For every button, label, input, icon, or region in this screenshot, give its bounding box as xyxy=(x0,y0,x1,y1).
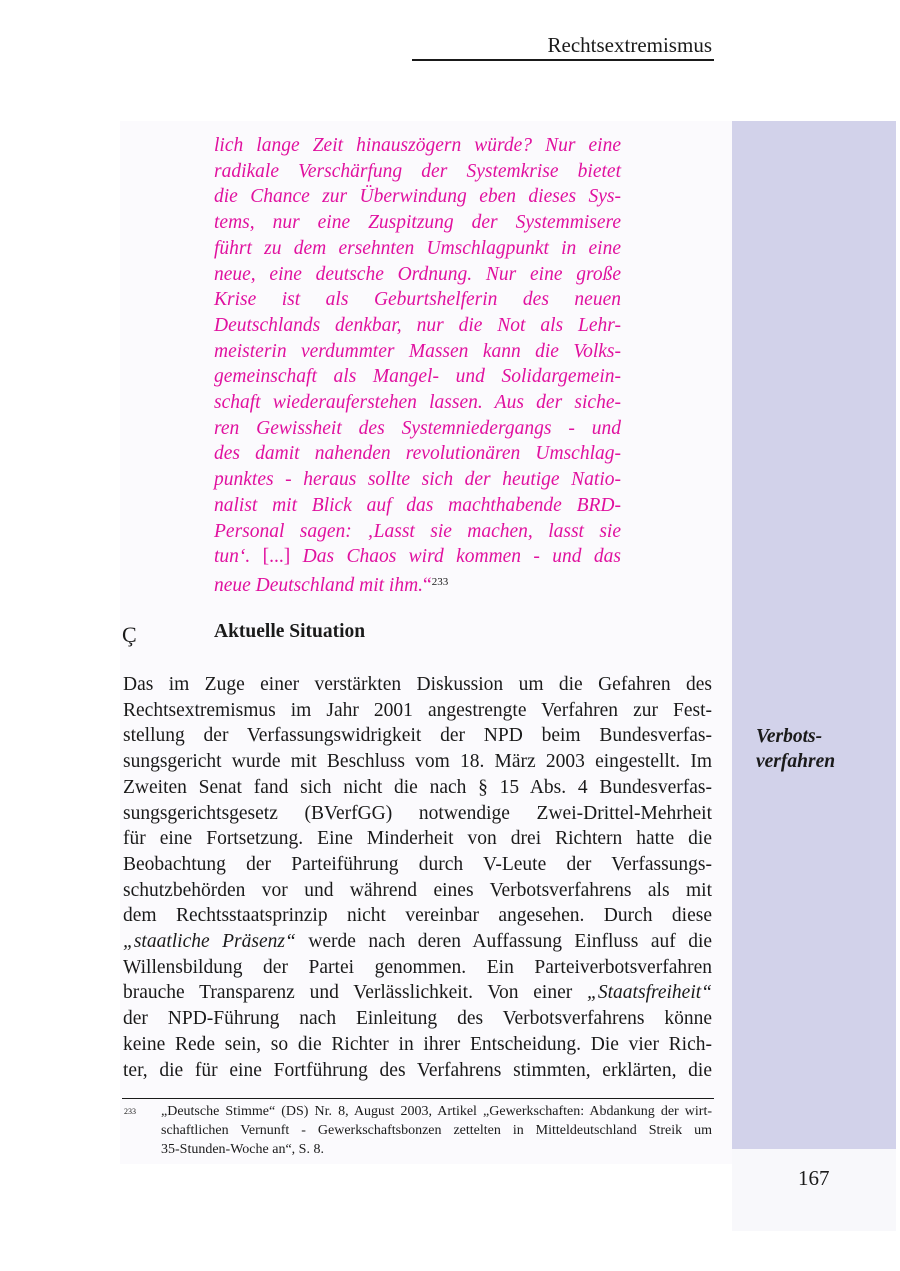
quote-line: punktes - heraus sollte sich der heutige Natio- xyxy=(214,469,621,491)
header-rule xyxy=(412,59,714,61)
section-marker-icon: Ç xyxy=(122,622,137,647)
footnote xyxy=(122,1102,712,1159)
quote-line: ren Gewissheit des Systemniedergangs - und xyxy=(214,417,621,439)
body-fragment: brauche Transparenz und Verlässlichkeit. Von einer xyxy=(123,982,573,1004)
body-line: Das im Zuge einer verstärkten Diskussion um die Gefahren des xyxy=(123,674,712,695)
footnote-line: 35-Stunden-Woche an“, S. 8. xyxy=(161,1142,324,1157)
block-quote xyxy=(214,133,621,599)
body-line: dem Rechtsstaatsprinzip nicht vereinbar angesehen. Durch diese xyxy=(123,905,712,927)
body-line: Zweiten Senat fand sich nicht die nach § 15 Abs. 4 Bundesverfas- xyxy=(123,776,712,798)
footnote-number: 233 xyxy=(124,1107,136,1116)
section-heading: Aktuelle Situation xyxy=(214,621,366,642)
body-line: Beobachtung der Parteiführung durch V-Leute der Verfassungs- xyxy=(123,853,712,875)
running-header-title: Rechtsextremismus xyxy=(547,33,712,57)
body-fragment: werde nach deren Auffassung Einfluss auf die xyxy=(308,931,713,953)
footnote-line: „Deutsche Stimme“ (DS) Nr. 8, August 2003, Artikel „Gewerkschaften: Abdankung der wirt- xyxy=(161,1104,712,1119)
quote-line xyxy=(214,544,621,570)
quote-line xyxy=(214,570,621,599)
quote-line: nalist mit Blick auf das machthabende BRD- xyxy=(214,494,621,516)
body-line: für eine Fortsetzung. Eine Minderheit von drei Richtern hatte die xyxy=(123,828,712,850)
margin-note-line: Verbots- xyxy=(756,726,823,747)
quote-line: lich lange Zeit hinauszögern würde? Nur eine xyxy=(214,135,621,156)
quote-ellipsis: [...] xyxy=(262,546,291,568)
closing-quote-mark: “ xyxy=(423,574,432,596)
footnote-line: schaftlichen Vernunft - Gewerkschaftsbonzen zettelten in Mitteldeutschland Streik um xyxy=(161,1123,712,1138)
body-line: sungsgerichtsgesetz (BVerfGG) notwendige Zwei-Drittel-Mehrheit xyxy=(123,802,712,824)
body-line: Willensbildung der Partei genommen. Ein Parteiverbotsverfahren xyxy=(123,956,712,978)
footnote-rule xyxy=(122,1098,714,1099)
body-paragraph xyxy=(123,672,712,1083)
body-line: Rechtsextremismus im Jahr 2001 angestrengte Verfahren zur Fest- xyxy=(123,699,712,721)
margin-note xyxy=(756,724,835,774)
quote-line: Krise ist als Geburtshelferin des neuen xyxy=(214,289,621,311)
page-number: 167 xyxy=(798,1166,830,1190)
quote-fragment: Das Chaos wird kommen - und das xyxy=(302,546,621,568)
body-line: keine Rede sein, so die Richter in ihrer Entscheidung. Die vier Rich- xyxy=(123,1033,712,1055)
body-line: ter, die für eine Fortführung des Verfahrens stimmten, erklärten, die xyxy=(123,1059,712,1081)
body-line: sungsgericht wurde mit Beschluss vom 18. März 2003 eingestellt. Im xyxy=(123,751,712,773)
emphasis-staatsfreiheit: „Staatsfreiheit“ xyxy=(587,982,713,1004)
body-line xyxy=(123,929,712,955)
margin-sidebar xyxy=(732,121,896,1149)
footnote-text xyxy=(161,1102,712,1159)
footnote-reference[interactable]: 233 xyxy=(431,575,449,588)
quote-line: neue, eine deutsche Ordnung. Nur eine große xyxy=(214,263,621,285)
margin-note-line: verfahren xyxy=(756,751,836,772)
quote-line: tems, nur eine Zuspitzung der Systemmisere xyxy=(214,212,621,234)
body-line: schutzbehörden vor und während eines Verbotsverfahrens als mit xyxy=(123,879,712,901)
quote-fragment: tun‘. xyxy=(214,546,251,568)
emphasis-staatliche-praesenz: „staatliche Präsenz“ xyxy=(123,931,296,953)
quote-line: die Chance zur Überwindung eben dieses Sys- xyxy=(214,186,621,208)
quote-line: gemeinschaft als Mangel- und Solidargemein- xyxy=(214,366,621,388)
quote-line: schaft wiederauferstehen lassen. Aus der siche- xyxy=(214,392,621,414)
quote-line: radikale Verschärfung der Systemkrise bietet xyxy=(214,160,621,182)
body-line: der NPD-Führung nach Einleitung des Verbotsverfahrens könne xyxy=(123,1008,712,1030)
quote-line: meisterin verdummter Massen kann die Volks- xyxy=(214,340,621,362)
body-line: stellung der Verfassungswidrigkeit der NPD beim Bundesverfas- xyxy=(123,725,712,747)
quote-line: Deutschlands denkbar, nur die Not als Lehr- xyxy=(214,314,621,336)
body-line xyxy=(123,980,712,1006)
quote-line: Personal sagen: ‚Lasst sie machen, lasst sie xyxy=(214,520,621,542)
quote-fragment: neue Deutschland mit ihm. xyxy=(214,574,424,596)
quote-line: führt zu dem ersehnten Umschlagpunkt in eine xyxy=(214,237,621,259)
quote-line: des damit nahenden revolutionären Umschlag- xyxy=(214,443,621,465)
